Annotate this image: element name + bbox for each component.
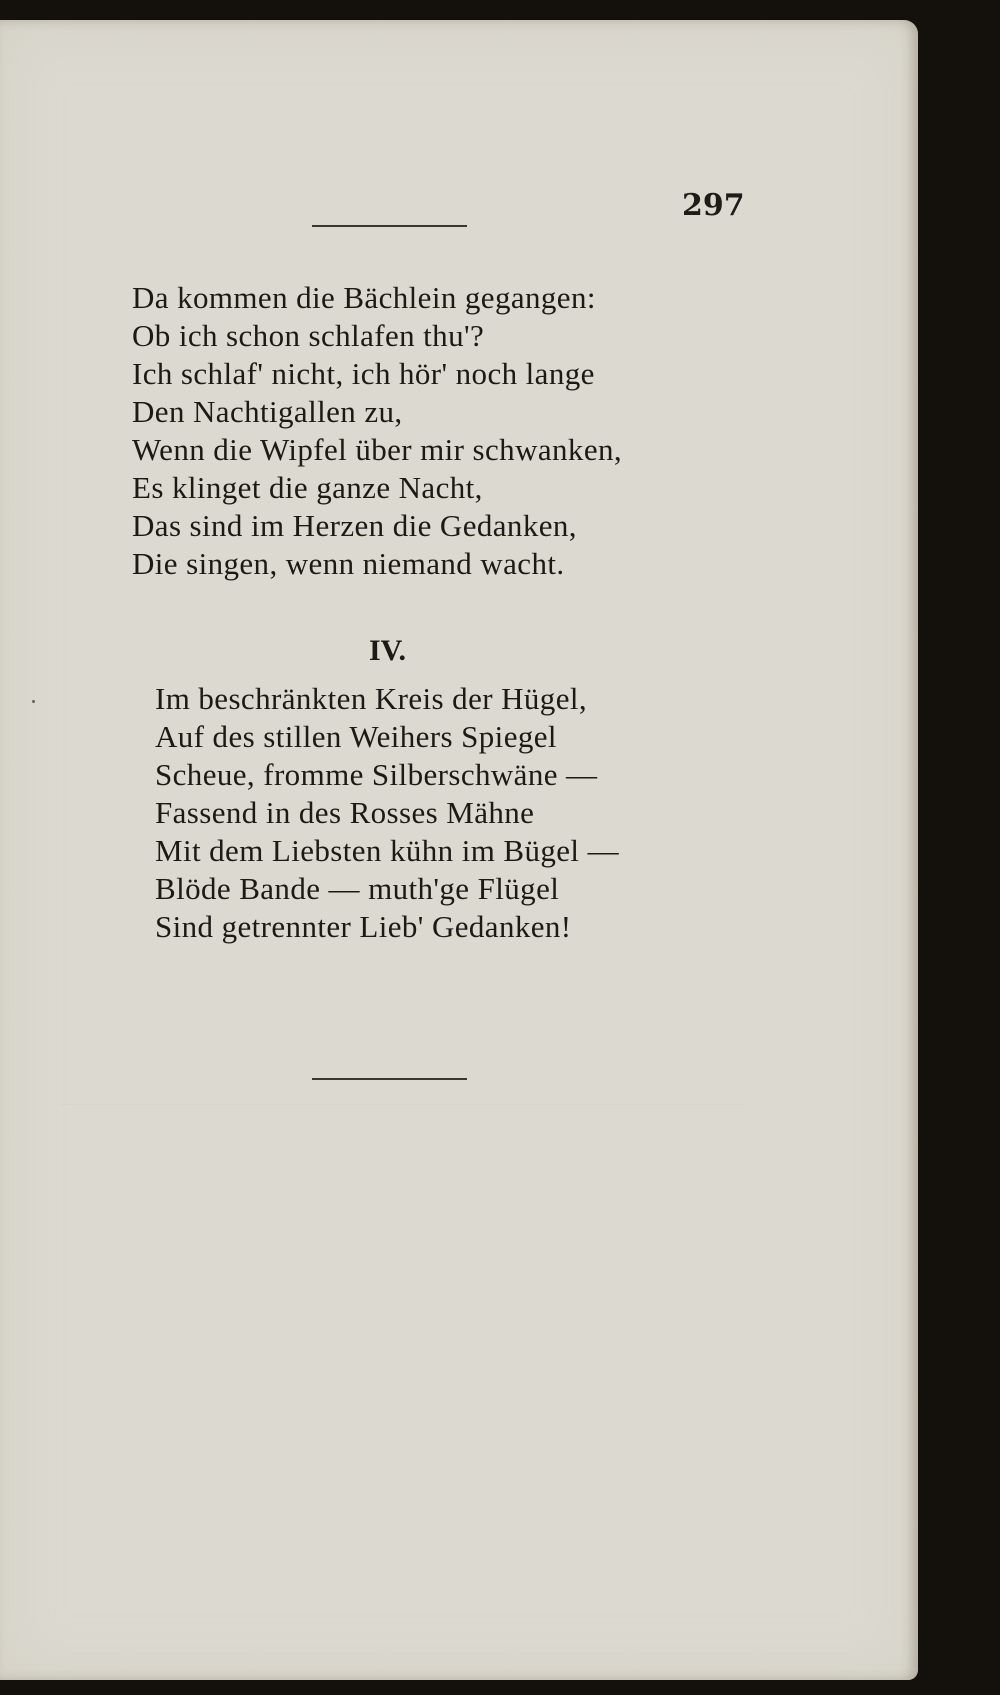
verse-line: Es klinget die ganze Nacht, — [132, 470, 483, 505]
paper-speck — [32, 700, 35, 703]
verse-line: Im beschränkten Kreis der Hügel, — [155, 681, 588, 716]
verse-line: Ob ich schon schlafen thu'? — [132, 318, 485, 353]
end-rule — [312, 1078, 467, 1080]
verse-line: Scheue, fromme Silberschwäne — — [155, 757, 598, 792]
verse-line: Ich schlaf' nicht, ich hör' noch lange — [132, 356, 595, 391]
verse-line: Den Nachtigallen zu, — [132, 394, 403, 429]
verse-line: Sind getrennter Lieb' Gedanken! — [155, 909, 572, 944]
verse-line: Auf des stillen Weihers Spiegel — [155, 719, 557, 754]
stanza-1 — [132, 279, 622, 583]
page-number: 297 — [682, 188, 745, 223]
stanza-2 — [155, 680, 619, 946]
verse-line: Mit dem Liebsten kühn im Bügel — — [155, 833, 619, 868]
book-page — [0, 20, 918, 1680]
verse-line: Die singen, wenn niemand wacht. — [132, 546, 565, 581]
verse-line: Wenn die Wipfel über mir schwanken, — [132, 432, 623, 467]
verse-line: Blöde Bande — muth'ge Flügel — [155, 871, 560, 906]
show-through-text — [0, 1070, 918, 1105]
verse-line: Das sind im Herzen die Gedanken, — [132, 508, 577, 543]
section-number: IV. — [369, 634, 406, 667]
verse-line: Fassend in des Rosses Mähne — [155, 795, 535, 830]
verse-line: Da kommen die Bächlein gegangen: — [132, 280, 596, 315]
header-rule — [312, 225, 467, 227]
